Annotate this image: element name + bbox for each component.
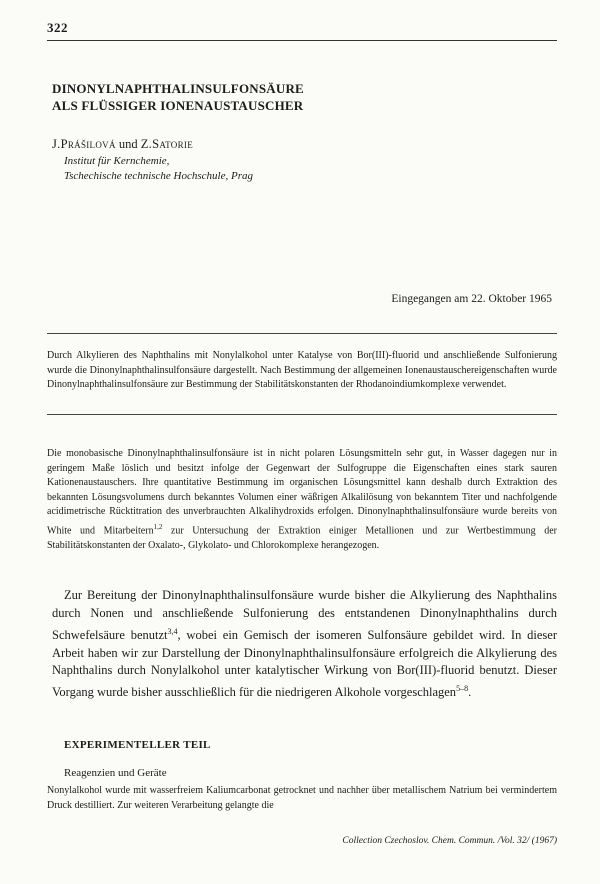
title-line-1: DINONYLNAPHTHALINSULFONSÄURE: [52, 81, 304, 96]
affiliation-line-1: Institut für Kernchemie,: [64, 155, 170, 167]
article-title: [52, 80, 552, 114]
abstract: Durch Alkylieren des Naphthalins mit Nonylalkohol unter Katalyse von Bor(III)-fluorid und anschließende Sulfonierung wurde die Dinonylnaphthalinsulfonsäure dargestellt. Nach Bestimmung der allgemeinen Ionenaustauschereigenschaften wurde Dinonylnaphthalinsulfonsäure zur Bestimmung der Stabilitätskonstanten der Rhodanoindiumkomplexe verwendet.: [47, 350, 557, 391]
body-reference-2: 5–8: [456, 684, 469, 694]
author-1: J.Prášilová: [52, 137, 116, 151]
body-reference-1: 3,4: [167, 626, 178, 636]
section-heading: EXPERIMENTELLER TEIL: [64, 739, 211, 751]
summary-reference: 1,2: [153, 522, 163, 531]
subsection-heading: Reagenzien und Geräte: [64, 767, 167, 779]
summary-text-2: zur Untersuchung der Extraktion einiger Metallionen und zur Wertbestimmung der Stabilitätskonstanten der Oxalato-, Glykolato- und Chlorokomplexe herangezogen.: [47, 525, 557, 551]
title-line-2: ALS FLÜSSIGER IONENAUSTAUSCHER: [52, 98, 304, 113]
top-rule: [47, 40, 557, 41]
affiliation-line-2: Tschechische technische Hochschule, Prag: [64, 170, 253, 182]
author-connector: und: [115, 137, 141, 151]
experimental-paragraph: Nonylalkohol wurde mit wasserfreiem Kaliumcarbonat getrocknet und nachher über metallischem Natrium bei vermindertem Druck destilliert. Zur weiteren Verarbeitung gelangte die: [47, 785, 557, 811]
author-2: Z.Satorie: [140, 137, 193, 151]
abstract-top-rule: [47, 333, 557, 334]
body-paragraph: [52, 587, 557, 702]
summary-text-1: Die monobasische Dinonylnaphthalinsulfonsäure ist in nicht polaren Lösungsmitteln sehr gut, in Wasser dagegen nur in geringem Maße löslich und besitzt infolge der Gegenwart der Sulfogruppe die Eigenschaften eines stark sauren Kationenaustauschers. Ihre quantitative Bestimmung im organischen Lösungsmittel kann deshalb durch Extraktion des bekannten Lösungsvolumens durch bekanntes Volumen einer wäßrigen Alkalilösung von bekanntem Titer und nachfolgende acidimetrische Rücktitration des unverbrauchten Alkalihydroxids erfolgen. Dinonylnaphthalinsulfonsäure wurde bereits von White und Mitarbeitern: [47, 448, 557, 537]
body-text-3: .: [468, 685, 472, 700]
authors: [52, 136, 193, 152]
journal-footer: Collection Czechoslov. Chem. Commun. /Vol. 32/ (1967): [342, 836, 557, 846]
summary-paragraph: [47, 447, 557, 553]
page-number: 322: [47, 20, 68, 35]
received-date: Eingegangen am 22. Oktober 1965: [391, 293, 552, 305]
affiliation: [64, 154, 253, 184]
body-text-2: , wobei ein Gemisch der isomeren Sulfonsäure gebildet wird. In dieser Arbeit haben wir zur Darstellung der Dinonylnaphthalinsulfonsäure erfolgreich die Alkylierung des Naphthalins durch Nonylalkohol unter katalytischer Wirkung von Bor(III)-fluorid benutzt. Dieser Vorgang wurde bisher ausschließlich für die niedrigeren Alkohole vorgeschlagen: [52, 627, 557, 700]
body-text-1: Zur Bereitung der Dinonylnaphthalinsulfonsäure wurde bisher die Alkylierung des Naphthalins durch Nonen und anschließende Sulfonierung des entstandenen Dinonylnaphthalins durch Schwefelsäure benutzt: [52, 588, 557, 642]
abstract-bottom-rule: [47, 414, 557, 415]
